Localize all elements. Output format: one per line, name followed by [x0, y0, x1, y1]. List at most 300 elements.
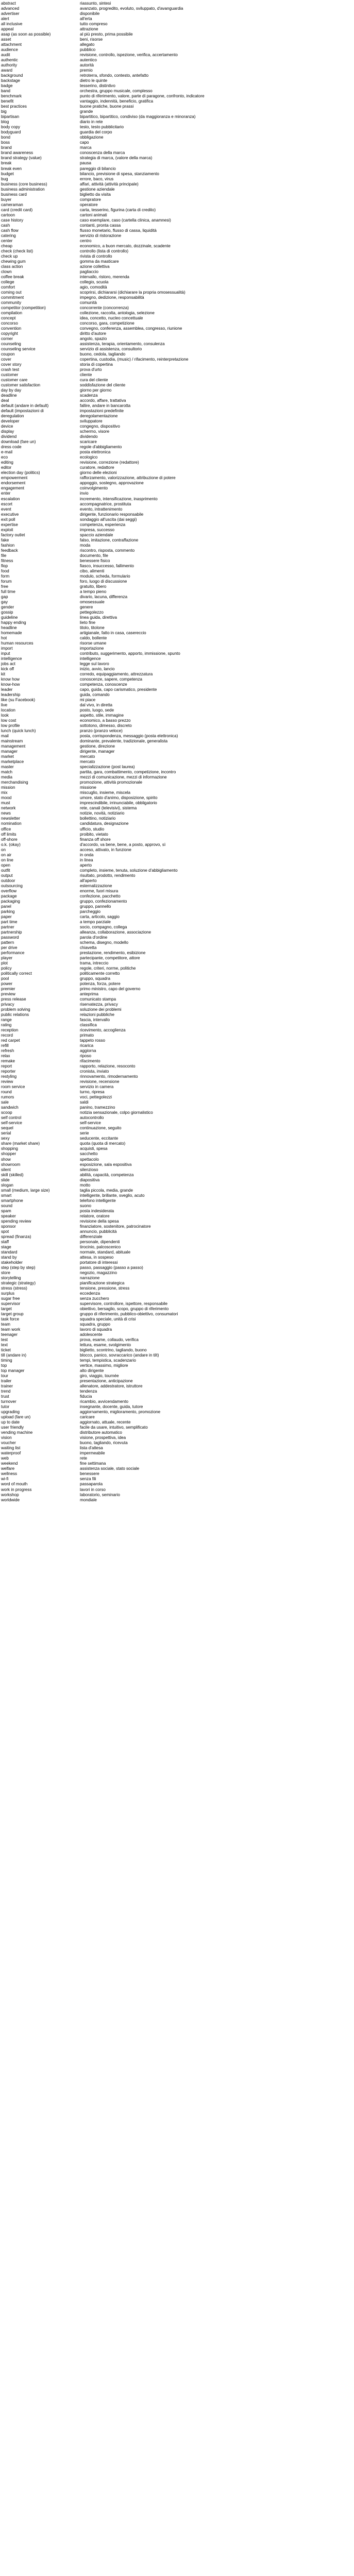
- entry-separator: [75, 486, 80, 491]
- entry-definition: dividendo: [80, 434, 98, 439]
- entry-term: low cost: [1, 718, 16, 723]
- entry-term: case history: [1, 217, 24, 223]
- entry-separator: [75, 1048, 80, 1054]
- entry-term: partner: [1, 924, 14, 929]
- entry-definition: esposizione, sala espositiva: [80, 1162, 132, 1167]
- entry-term: concorso: [1, 320, 18, 326]
- entry-term: cover: [1, 357, 11, 362]
- glossary-entry: [1, 192, 331, 197]
- entry-separator: [75, 1234, 80, 1240]
- entry-separator: [75, 940, 80, 945]
- entry-separator: [75, 481, 80, 486]
- entry-term: news: [1, 811, 11, 816]
- entry-term: copyright: [1, 331, 18, 336]
- entry-definition: competenza, esperienza: [80, 522, 126, 527]
- entry-separator: [75, 1276, 80, 1281]
- entry-term: wellness: [1, 1471, 18, 1477]
- entry-term: marketplace: [1, 759, 24, 765]
- entry-definition: foro, luogo di discussione: [80, 579, 127, 584]
- entry-term: outsourcing: [1, 883, 23, 888]
- entry-separator: [75, 878, 80, 884]
- entry-separator: [75, 1493, 80, 1498]
- glossary-entry: [1, 1327, 331, 1332]
- entry-term: report: [1, 1064, 12, 1069]
- entry-separator: [75, 182, 80, 187]
- entry-separator: [75, 218, 80, 223]
- entry-separator: [75, 682, 80, 687]
- entry-separator: [75, 1420, 80, 1425]
- glossary-entry: [1, 1141, 331, 1146]
- entry-term: match: [1, 770, 13, 775]
- glossary-entry: [1, 1404, 331, 1410]
- glossary-entry: [1, 228, 331, 233]
- glossary-entry: [1, 367, 331, 372]
- entry-definition: impresa, successo: [80, 527, 115, 532]
- entry-separator: [75, 1487, 80, 1493]
- entry-definition: modulo, scheda, formulario: [80, 573, 130, 579]
- entry-term: event: [1, 506, 11, 512]
- entry-term: trend: [1, 1389, 11, 1394]
- entry-term: deregulation: [1, 414, 24, 419]
- entry-separator: [75, 192, 80, 197]
- entry-separator: [75, 78, 80, 83]
- entry-term: ticket: [1, 1348, 11, 1353]
- entry-term: upload (fare un): [1, 1415, 31, 1420]
- entry-definition: primato: [80, 1033, 94, 1038]
- glossary-entry: [1, 889, 331, 894]
- glossary-entry: [1, 1069, 331, 1074]
- entry-definition: capo, guida, capo carismatico, presidente: [80, 687, 157, 692]
- entry-term: business administration: [1, 187, 45, 192]
- glossary-entry: [1, 1389, 331, 1394]
- entry-separator: [75, 502, 80, 507]
- entry-definition: scoprirsi, dichiararsi (dichiarare la propria omosessualità): [80, 290, 186, 295]
- glossary-entry: [1, 357, 331, 362]
- glossary-entry: [1, 32, 331, 37]
- glossary-entry: [1, 1410, 331, 1415]
- glossary-entry: [1, 1498, 331, 1503]
- glossary-entry: [1, 1100, 331, 1105]
- entry-separator: [75, 1074, 80, 1079]
- entry-definition: obbligazione: [80, 135, 104, 140]
- glossary-entry: [1, 177, 331, 182]
- entry-term: team work: [1, 1327, 21, 1332]
- entry-separator: [75, 156, 80, 161]
- glossary-entry: [1, 806, 331, 811]
- glossary-entry: [1, 372, 331, 378]
- entry-separator: [75, 1054, 80, 1059]
- entry-definition: giro, viaggio, tournée: [80, 1374, 119, 1379]
- entry-separator: [75, 584, 80, 589]
- glossary-entry: [1, 125, 331, 130]
- glossary-entry: [1, 662, 331, 667]
- entry-term: room service: [1, 1084, 25, 1090]
- entry-term: kick off: [1, 667, 14, 672]
- glossary-entry: [1, 899, 331, 904]
- glossary-entry: [1, 631, 331, 636]
- entry-separator: [75, 239, 80, 244]
- glossary-entry: [1, 920, 331, 925]
- glossary-entry: [1, 439, 331, 445]
- glossary-entry: [1, 961, 331, 966]
- entry-term: timing: [1, 1358, 12, 1363]
- glossary-entry: [1, 1224, 331, 1229]
- entry-definition: miscuglio, insieme, miscela: [80, 790, 131, 795]
- entry-term: benchmark: [1, 94, 22, 99]
- entry-term: premier: [1, 986, 15, 991]
- entry-definition: diario in rete: [80, 120, 103, 125]
- entry-separator: [75, 213, 80, 218]
- glossary-entry: [1, 476, 331, 481]
- glossary-entry: [1, 1126, 331, 1131]
- entry-term: trust: [1, 1394, 9, 1399]
- entry-separator: [75, 347, 80, 352]
- entry-term: free: [1, 584, 8, 589]
- glossary-entry: [1, 347, 331, 352]
- entry-definition: dal vivo, in diretta: [80, 703, 112, 708]
- entry-separator: [75, 1410, 80, 1415]
- glossary-entry: [1, 1420, 331, 1425]
- entry-term: compilation: [1, 310, 22, 315]
- entry-term: media: [1, 775, 13, 780]
- entry-separator: [75, 920, 80, 925]
- entry-definition: personale, dipendenti: [80, 1239, 120, 1244]
- entry-term: gay: [1, 599, 8, 604]
- entry-term: spot: [1, 1229, 9, 1234]
- entry-definition: potenza, forza, potere: [80, 981, 121, 986]
- entry-term: policy: [1, 965, 12, 971]
- entry-term: trainer: [1, 1384, 13, 1389]
- glossary-entry: [1, 68, 331, 73]
- entry-term: cash flow: [1, 228, 19, 233]
- entry-definition: ricarica: [80, 1043, 94, 1048]
- entry-separator: [75, 114, 80, 120]
- glossary-entry: [1, 445, 331, 450]
- entry-term: default (andare in default): [1, 403, 49, 409]
- entry-definition: al più presto, prima possibile: [80, 32, 133, 37]
- entry-term: flop: [1, 563, 8, 568]
- entry-definition: presentazione, anticipazione: [80, 1379, 133, 1384]
- entry-term: vision: [1, 1435, 12, 1440]
- entry-term: overflow: [1, 888, 17, 893]
- glossary-entry: [1, 99, 331, 104]
- glossary-entry: [1, 63, 331, 68]
- glossary-entry: [1, 336, 331, 342]
- entry-separator: [75, 641, 80, 646]
- entry-term: coupon: [1, 352, 15, 357]
- entry-separator: [75, 1399, 80, 1404]
- glossary-entry: [1, 1471, 331, 1477]
- entry-separator: [75, 543, 80, 548]
- glossary-entry: [1, 682, 331, 687]
- glossary-entry: [1, 1007, 331, 1012]
- entry-separator: [75, 1028, 80, 1033]
- entry-separator: [75, 419, 80, 424]
- entry-separator: [75, 1219, 80, 1224]
- entry-separator: [75, 367, 80, 372]
- entry-term: alert: [1, 16, 9, 22]
- entry-term: center: [1, 238, 13, 243]
- entry-separator: [75, 1095, 80, 1100]
- glossary-entry: [1, 548, 331, 553]
- entry-definition: moda: [80, 543, 91, 548]
- entry-separator: [75, 58, 80, 63]
- entry-separator: [75, 1007, 80, 1012]
- entry-separator: [75, 528, 80, 533]
- entry-separator: [75, 574, 80, 579]
- entry-definition: facile da usare, intuitivo, semplificato: [80, 1425, 148, 1430]
- glossary-entry: [1, 811, 331, 816]
- entry-definition: missione: [80, 785, 96, 790]
- entry-term: budget: [1, 171, 14, 176]
- entry-separator: [75, 445, 80, 450]
- entry-definition: senza fili: [80, 1477, 96, 1482]
- glossary-entry: [1, 321, 331, 326]
- entry-definition: panino, tramezzino: [80, 1105, 115, 1110]
- glossary-entry: [1, 393, 331, 398]
- glossary-entry: [1, 1059, 331, 1064]
- entry-separator: [75, 790, 80, 795]
- glossary-entry: [1, 878, 331, 884]
- entry-separator: [75, 1038, 80, 1043]
- entry-definition: errore, baco, virus: [80, 176, 114, 181]
- entry-separator: [75, 1265, 80, 1270]
- entry-separator: [75, 1018, 80, 1023]
- glossary-entry: [1, 156, 331, 161]
- glossary-entry: [1, 104, 331, 109]
- entry-definition: collezione, raccolta, antologia, selezione: [80, 310, 155, 315]
- entry-term: deal: [1, 398, 9, 403]
- entry-definition: prova, esame, collaudo, verifica: [80, 1337, 139, 1343]
- entry-definition: impostazioni predefinite: [80, 409, 124, 414]
- entry-definition: concorso, gara, competizione: [80, 320, 134, 326]
- entry-definition: ricevimento, accoglienza: [80, 1028, 126, 1033]
- glossary-entry: [1, 1368, 331, 1374]
- entry-term: preview: [1, 992, 15, 996]
- glossary-entry: [1, 254, 331, 259]
- glossary-entry: [1, 1260, 331, 1265]
- entry-definition: bollettino, notiziario: [80, 816, 116, 821]
- entry-separator: [75, 1141, 80, 1146]
- glossary-entry: [1, 1250, 331, 1255]
- entry-term: sound: [1, 1203, 13, 1208]
- entry-definition: giorno delle elezioni: [80, 470, 117, 476]
- entry-separator: [75, 1079, 80, 1084]
- entry-separator: [75, 899, 80, 904]
- entry-definition: parcheggio: [80, 909, 101, 914]
- entry-term: benefit: [1, 99, 14, 104]
- entry-definition: prestazione, rendimento, esibizione: [80, 950, 146, 955]
- glossary-entry: [1, 569, 331, 574]
- glossary-entry: [1, 1229, 331, 1234]
- entry-definition: taglia piccola, media, grande: [80, 1188, 133, 1193]
- entry-definition: servizio in camera: [80, 1084, 114, 1090]
- glossary-entry: [1, 434, 331, 439]
- entry-term: public relations: [1, 1012, 29, 1018]
- glossary-entry: [1, 1219, 331, 1224]
- entry-term: target: [1, 1306, 12, 1311]
- entry-separator: [75, 1100, 80, 1105]
- entry-definition: prova d'urto: [80, 367, 102, 372]
- glossary-entry: [1, 971, 331, 976]
- entry-separator: [75, 254, 80, 259]
- entry-definition: cura del cliente: [80, 378, 108, 383]
- entry-separator: [75, 1214, 80, 1219]
- glossary-entry: [1, 1477, 331, 1482]
- entry-definition: revisione, controllo, ispezione, verifica, accertamento: [80, 53, 178, 58]
- glossary-entry: [1, 1435, 331, 1440]
- entry-term: on air: [1, 852, 12, 857]
- entry-definition: dietro le quinte: [80, 78, 108, 83]
- entry-term: cartoon: [1, 212, 15, 217]
- glossary-entry: [1, 1296, 331, 1301]
- entry-separator: [75, 687, 80, 692]
- entry-separator: [75, 1322, 80, 1327]
- glossary-entry: [1, 42, 331, 47]
- entry-definition: artigianale, fatto in casa, casereccio: [80, 630, 146, 635]
- entry-separator: [75, 522, 80, 528]
- entry-term: business (core business): [1, 181, 47, 187]
- entry-term: per drive: [1, 945, 18, 950]
- entry-term: rating: [1, 1023, 12, 1028]
- glossary-entry: [1, 491, 331, 496]
- glossary-entry: [1, 1337, 331, 1343]
- entry-definition: passaparola: [80, 1482, 103, 1487]
- entry-separator: [75, 595, 80, 600]
- entry-definition: chiavetta: [80, 945, 97, 950]
- entry-term: brand awareness: [1, 150, 33, 156]
- entry-separator: [75, 202, 80, 208]
- glossary-entry: [1, 848, 331, 853]
- entry-separator: [75, 37, 80, 42]
- entry-definition: sottotono, dimesso, discreto: [80, 723, 132, 728]
- glossary-entry: [1, 316, 331, 321]
- glossary-entry: [1, 182, 331, 187]
- entry-definition: confezione, pacchetto: [80, 893, 121, 899]
- entry-separator: [75, 780, 80, 785]
- glossary-entry: [1, 765, 331, 770]
- entry-definition: pubblico: [80, 47, 96, 53]
- glossary-entry: [1, 713, 331, 718]
- entry-definition: marca: [80, 145, 92, 150]
- entry-separator: [75, 264, 80, 269]
- entry-definition: dirigente, manager: [80, 749, 115, 754]
- entry-term: storytelling: [1, 1275, 21, 1280]
- entry-separator: [75, 1209, 80, 1214]
- entry-separator: [75, 723, 80, 728]
- glossary-entry: [1, 213, 331, 218]
- entry-definition: gruppo, pannello: [80, 904, 111, 909]
- entry-term: serial: [1, 1131, 11, 1136]
- glossary-entry: [1, 981, 331, 987]
- entry-separator: [75, 104, 80, 109]
- entry-term: smartphone: [1, 1198, 23, 1203]
- glossary-entry: [1, 166, 331, 172]
- entry-definition: concorrente (concorrenza): [80, 305, 129, 310]
- entry-definition: rinnovamento, rimodernamento: [80, 1074, 138, 1079]
- entry-term: privacy: [1, 1002, 14, 1007]
- entry-term: refresh: [1, 1048, 14, 1054]
- entry-definition: all'aperto: [80, 878, 97, 883]
- glossary-entry: [1, 672, 331, 677]
- entry-separator: [75, 1348, 80, 1353]
- entry-separator: [75, 1245, 80, 1250]
- entry-term: off limits: [1, 832, 16, 837]
- entry-separator: [75, 889, 80, 894]
- entry-term: food: [1, 568, 9, 573]
- glossary-entry: [1, 1157, 331, 1162]
- entry-separator: [75, 548, 80, 553]
- entry-term: supervisor: [1, 1301, 21, 1306]
- glossary-entry: [1, 1493, 331, 1498]
- entry-separator: [75, 1240, 80, 1245]
- entry-definition: azione collettiva: [80, 264, 110, 269]
- glossary-entry: [1, 780, 331, 785]
- entry-separator: [75, 63, 80, 68]
- entry-term: nomination: [1, 821, 22, 826]
- entry-definition: gratuito, libero: [80, 584, 107, 589]
- glossary-entry: [1, 759, 331, 765]
- entry-term: backstage: [1, 78, 20, 83]
- entry-definition: proibito, vietato: [80, 832, 108, 837]
- entry-definition: pausa: [80, 161, 92, 166]
- glossary-entry: [1, 858, 331, 863]
- glossary-entry: [1, 233, 331, 239]
- entry-separator: [75, 187, 80, 192]
- entry-term: advanced: [1, 6, 20, 11]
- entry-separator: [75, 605, 80, 610]
- entry-separator: [75, 1064, 80, 1069]
- glossary-entry: [1, 837, 331, 842]
- entry-separator: [75, 533, 80, 538]
- entry-term: leadership: [1, 692, 21, 698]
- entry-separator: [75, 651, 80, 656]
- glossary-entry: [1, 94, 331, 99]
- entry-term: advertiser: [1, 11, 20, 16]
- glossary-entry: [1, 1312, 331, 1317]
- entry-term: enter: [1, 491, 11, 496]
- entry-definition: autentico: [80, 58, 97, 63]
- glossary-entry: [1, 403, 331, 409]
- entry-separator: [75, 1327, 80, 1332]
- glossary-entry: [1, 47, 331, 53]
- entry-separator: [75, 275, 80, 280]
- entry-separator: [75, 1178, 80, 1183]
- entry-term: fitness: [1, 558, 13, 563]
- glossary-entry: [1, 538, 331, 543]
- glossary-entry: [1, 507, 331, 512]
- entry-term: coming out: [1, 290, 22, 295]
- entry-definition: buone pratiche, buone prassi: [80, 104, 134, 109]
- entry-term: location: [1, 708, 15, 713]
- glossary-entry: [1, 656, 331, 662]
- glossary-entry: [1, 816, 331, 821]
- entry-term: speaker: [1, 1213, 16, 1218]
- glossary-entry: [1, 1209, 331, 1214]
- entry-definition: avanzato, progredito, evoluto, sviluppato, d'avanguardia: [80, 6, 183, 11]
- entry-separator: [75, 708, 80, 713]
- entry-definition: dominante, prevalente, tradizionale, generalista: [80, 739, 168, 744]
- entry-definition: blocco, panico, sovraccarico (andare in tilt): [80, 1353, 159, 1358]
- entry-definition: agio, comodità: [80, 284, 107, 290]
- entry-term: expertise: [1, 522, 18, 527]
- entry-term: sponsor: [1, 1224, 16, 1229]
- glossary-entry: [1, 935, 331, 940]
- entry-term: bug: [1, 176, 8, 181]
- glossary-entry: [1, 398, 331, 403]
- entry-separator: [75, 656, 80, 662]
- entry-definition: sviluppatore: [80, 419, 103, 424]
